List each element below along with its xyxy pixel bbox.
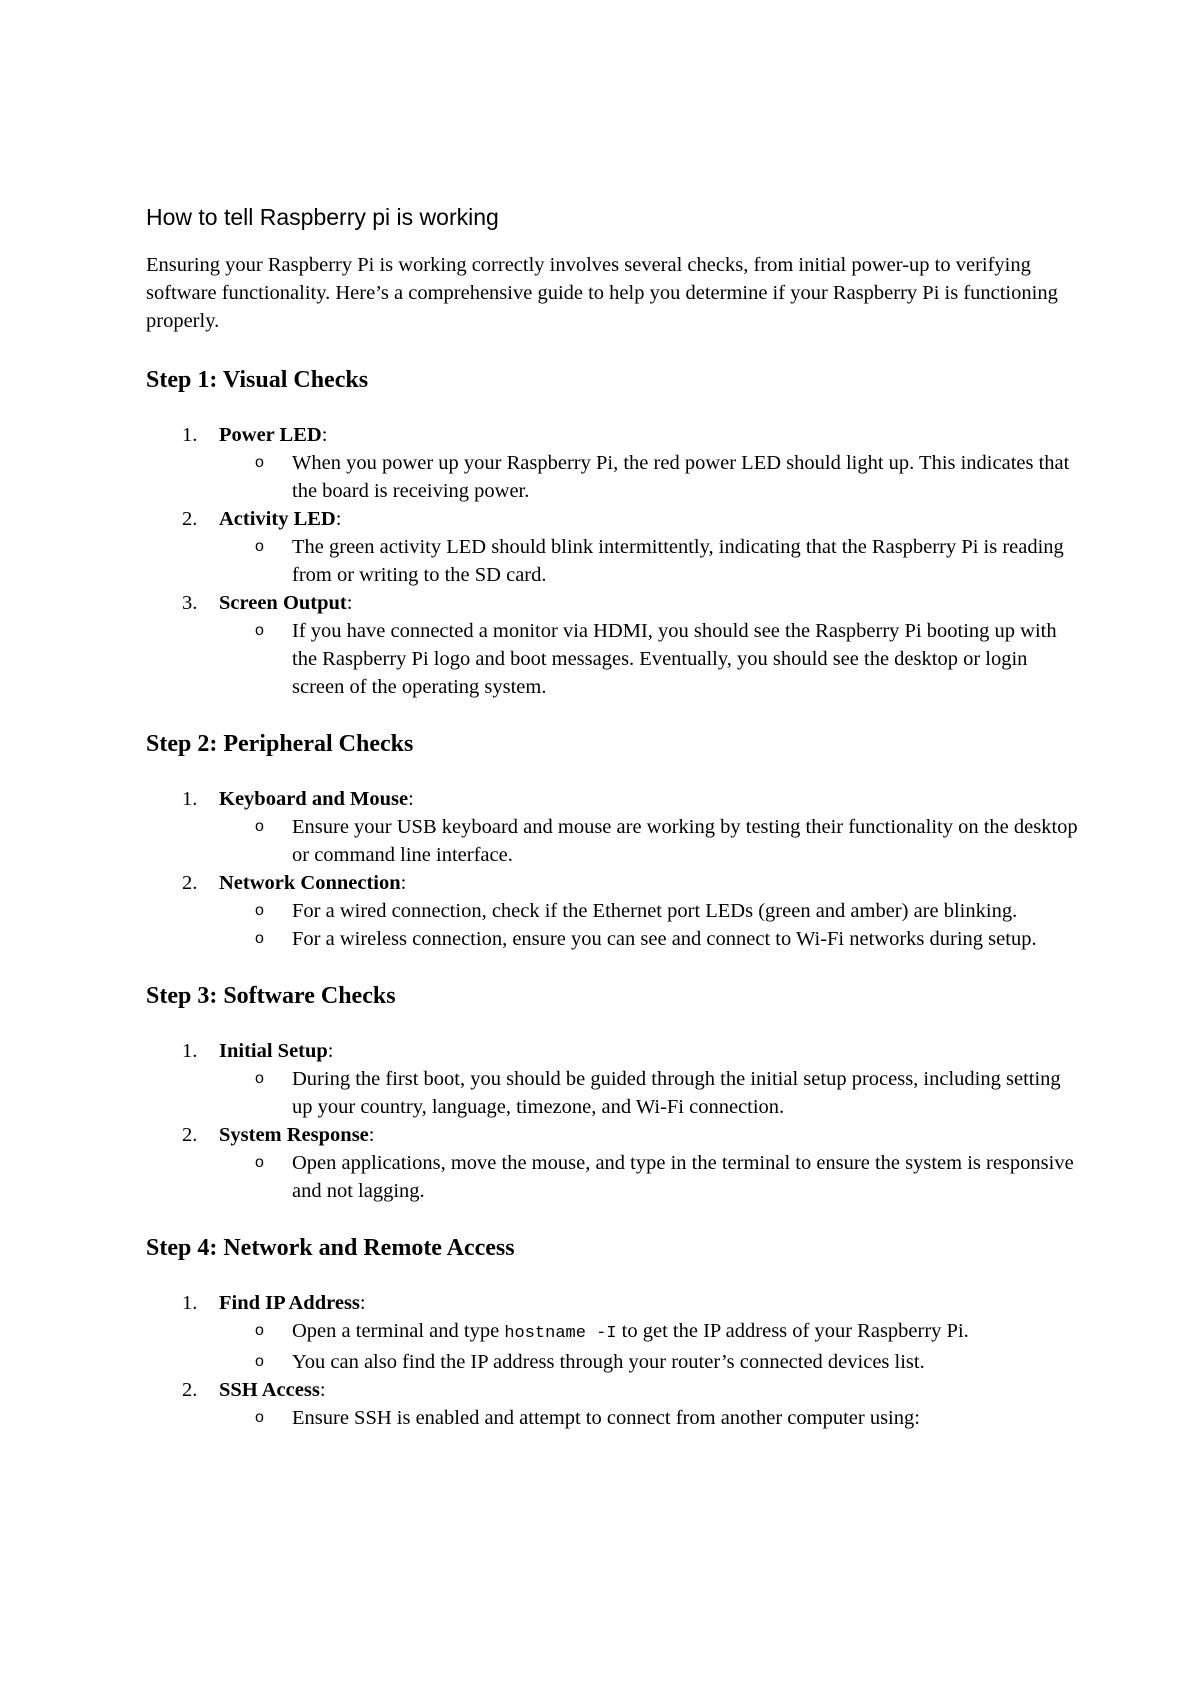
item-colon: : xyxy=(359,1292,366,1314)
sub-item-text xyxy=(292,1317,1080,1348)
bullet-icon: o xyxy=(255,902,264,919)
item-number: 1. xyxy=(182,424,198,446)
sub-item xyxy=(219,617,1080,701)
sub-item xyxy=(219,1404,1080,1432)
sub-list xyxy=(219,1149,1080,1205)
item-colon: : xyxy=(321,424,328,446)
sub-item-text-before: Open a terminal and type xyxy=(292,1320,505,1342)
item-number: 2. xyxy=(182,1379,198,1401)
sub-list xyxy=(219,1317,1080,1376)
sub-item-text: Ensure SSH is enabled and attempt to connect from another computer using: xyxy=(292,1407,920,1429)
sub-item xyxy=(219,1348,1080,1376)
step-list xyxy=(146,785,1080,953)
item-title: SSH Access xyxy=(219,1379,320,1401)
sub-item-text: Open applications, move the mouse, and type in the terminal to ensure the system is responsive and not lagging. xyxy=(292,1152,1074,1202)
item-colon: : xyxy=(335,508,342,530)
item-number: 1. xyxy=(182,788,198,810)
sub-list xyxy=(219,449,1080,505)
item-title: Power LED xyxy=(219,424,322,446)
list-item xyxy=(146,589,1080,701)
item-colon: : xyxy=(368,1124,375,1146)
list-item xyxy=(146,1376,1080,1432)
bullet-icon: o xyxy=(255,1353,264,1370)
item-title: Initial Setup xyxy=(219,1040,328,1062)
item-title: Activity LED xyxy=(219,508,336,530)
list-item xyxy=(146,1037,1080,1121)
step-list xyxy=(146,421,1080,701)
sub-item-text: When you power up your Raspberry Pi, the red power LED should light up. This indicates that the board is receiving power. xyxy=(292,452,1070,502)
step-heading: Step 1: Visual Checks xyxy=(146,367,369,393)
step-list xyxy=(146,1289,1080,1432)
item-number: 2. xyxy=(182,1124,198,1146)
item-number: 3. xyxy=(182,592,198,614)
item-title: System Response xyxy=(219,1124,369,1146)
list-item xyxy=(146,869,1080,953)
sub-item-text: If you have connected a monitor via HDMI, you should see the Raspberry Pi booting up with the Raspberry Pi logo and boot messages. Eventually, you should see the desktop or login screen of the operating system. xyxy=(292,620,1057,698)
item-title: Find IP Address xyxy=(219,1292,360,1314)
item-title: Network Connection xyxy=(219,872,401,894)
item-colon: : xyxy=(346,592,353,614)
bullet-icon: o xyxy=(255,538,264,555)
sub-list xyxy=(219,813,1080,869)
sub-item-text: You can also find the IP address through your router’s connected devices list. xyxy=(292,1351,925,1373)
sub-list xyxy=(219,533,1080,589)
sub-item xyxy=(219,1065,1080,1121)
item-number: 1. xyxy=(182,1040,198,1062)
bullet-icon: o xyxy=(255,930,264,947)
item-colon: : xyxy=(327,1040,334,1062)
document-title: How to tell Raspberry pi is working xyxy=(146,204,499,230)
bullet-icon: o xyxy=(255,1322,264,1339)
bullet-icon: o xyxy=(255,1154,264,1171)
sub-item xyxy=(219,533,1080,589)
list-item xyxy=(146,1121,1080,1205)
intro-paragraph: Ensuring your Raspberry Pi is working correctly involves several checks, from initial power-up to verifying software functionality. Here’s a comprehensive guide to help you determine if your Raspberry Pi is functioning properly. xyxy=(146,254,1058,332)
sub-item xyxy=(219,925,1080,953)
sub-item xyxy=(219,449,1080,505)
sub-item-text: The green activity LED should blink intermittently, indicating that the Raspberry Pi is reading from or writing to the SD card. xyxy=(292,536,1064,586)
sub-list xyxy=(219,1404,1080,1432)
sub-list xyxy=(219,617,1080,701)
step-heading: Step 2: Peripheral Checks xyxy=(146,731,414,757)
sub-item xyxy=(219,813,1080,869)
item-number: 2. xyxy=(182,872,198,894)
bullet-icon: o xyxy=(255,454,264,471)
step-list xyxy=(146,1037,1080,1205)
list-item xyxy=(146,505,1080,589)
bullet-icon: o xyxy=(255,1409,264,1426)
sub-item xyxy=(219,897,1080,925)
bullet-icon: o xyxy=(255,818,264,835)
item-number: 2. xyxy=(182,508,198,530)
item-title: Keyboard and Mouse xyxy=(219,788,409,810)
sub-item-text: During the first boot, you should be guided through the initial setup process, including setting up your country, language, timezone, and Wi-Fi connection. xyxy=(292,1068,1061,1118)
item-colon: : xyxy=(319,1379,326,1401)
step-heading: Step 3: Software Checks xyxy=(146,983,396,1009)
step-heading: Step 4: Network and Remote Access xyxy=(146,1235,515,1261)
sections-container xyxy=(146,365,1080,1432)
sub-item-text: For a wired connection, check if the Ethernet port LEDs (green and amber) are blinking. xyxy=(292,900,1018,922)
sub-item xyxy=(219,1317,1080,1348)
sub-item-text: Ensure your USB keyboard and mouse are working by testing their functionality on the desktop or command line interface. xyxy=(292,816,1078,866)
sub-item-text: For a wireless connection, ensure you can see and connect to Wi-Fi networks during setup. xyxy=(292,928,1037,950)
sub-item xyxy=(219,1149,1080,1205)
list-item xyxy=(146,785,1080,869)
sub-list xyxy=(219,1065,1080,1121)
bullet-icon: o xyxy=(255,622,264,639)
bullet-icon: o xyxy=(255,1070,264,1087)
item-number: 1. xyxy=(182,1292,198,1314)
sub-item-text-after: to get the IP address of your Raspberry Pi. xyxy=(616,1320,969,1342)
inline-code: hostname -I xyxy=(504,1324,617,1343)
item-colon: : xyxy=(408,788,414,810)
sub-list xyxy=(219,897,1080,953)
list-item xyxy=(146,421,1080,505)
list-item xyxy=(146,1289,1080,1376)
item-colon: : xyxy=(400,872,407,894)
item-title: Screen Output xyxy=(219,592,347,614)
